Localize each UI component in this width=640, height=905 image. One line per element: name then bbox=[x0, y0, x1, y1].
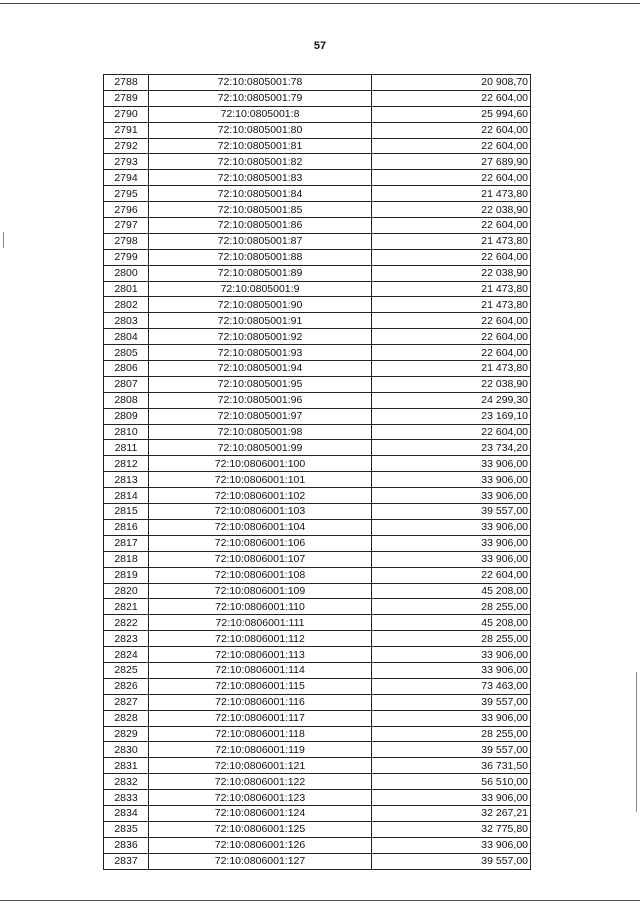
table-row bbox=[104, 90, 531, 106]
table-row bbox=[104, 647, 531, 663]
row-number-cell: 2827 bbox=[104, 694, 149, 710]
amount-cell: 33 906,00 bbox=[372, 790, 531, 806]
row-number-cell: 2792 bbox=[104, 138, 149, 154]
amount-cell: 22 604,00 bbox=[372, 218, 531, 234]
right-margin-mark bbox=[636, 672, 637, 812]
cadastral-code-cell: 72:10:0806001:109 bbox=[149, 583, 372, 599]
table-row bbox=[104, 519, 531, 535]
table-row bbox=[104, 424, 531, 440]
amount-cell: 45 208,00 bbox=[372, 615, 531, 631]
amount-cell: 28 255,00 bbox=[372, 599, 531, 615]
row-number-cell: 2805 bbox=[104, 345, 149, 361]
row-number-cell: 2795 bbox=[104, 186, 149, 202]
row-number-cell: 2788 bbox=[104, 75, 149, 91]
table-row bbox=[104, 504, 531, 520]
row-number-cell: 2801 bbox=[104, 281, 149, 297]
row-number-cell: 2816 bbox=[104, 519, 149, 535]
table-row bbox=[104, 408, 531, 424]
bottom-scan-edge bbox=[0, 900, 640, 901]
cadastral-code-cell: 72:10:0805001:84 bbox=[149, 186, 372, 202]
table-row bbox=[104, 472, 531, 488]
amount-cell: 33 906,00 bbox=[372, 551, 531, 567]
row-number-cell: 2820 bbox=[104, 583, 149, 599]
cadastral-code-cell: 72:10:0805001:99 bbox=[149, 440, 372, 456]
cadastral-code-cell: 72:10:0805001:91 bbox=[149, 313, 372, 329]
top-scan-edge bbox=[0, 3, 640, 4]
table-row bbox=[104, 678, 531, 694]
amount-cell: 33 906,00 bbox=[372, 535, 531, 551]
table-row bbox=[104, 313, 531, 329]
table-row bbox=[104, 567, 531, 583]
amount-cell: 32 267,21 bbox=[372, 805, 531, 821]
cadastral-code-cell: 72:10:0806001:106 bbox=[149, 535, 372, 551]
cadastral-code-cell: 72:10:0805001:97 bbox=[149, 408, 372, 424]
amount-cell: 22 604,00 bbox=[372, 567, 531, 583]
amount-cell: 22 604,00 bbox=[372, 138, 531, 154]
cadastral-code-cell: 72:10:0805001:8 bbox=[149, 106, 372, 122]
amount-cell: 33 906,00 bbox=[372, 837, 531, 853]
amount-cell: 28 255,00 bbox=[372, 631, 531, 647]
table-row bbox=[104, 488, 531, 504]
row-number-cell: 2821 bbox=[104, 599, 149, 615]
cadastral-code-cell: 72:10:0805001:93 bbox=[149, 345, 372, 361]
amount-cell: 33 906,00 bbox=[372, 488, 531, 504]
cadastral-code-cell: 72:10:0806001:108 bbox=[149, 567, 372, 583]
cadastral-code-cell: 72:10:0805001:92 bbox=[149, 329, 372, 345]
table-row bbox=[104, 233, 531, 249]
amount-cell: 23 734,20 bbox=[372, 440, 531, 456]
table-row bbox=[104, 631, 531, 647]
amount-cell: 21 473,80 bbox=[372, 186, 531, 202]
cadastral-code-cell: 72:10:0805001:81 bbox=[149, 138, 372, 154]
table-row bbox=[104, 170, 531, 186]
amount-cell: 33 906,00 bbox=[372, 662, 531, 678]
row-number-cell: 2798 bbox=[104, 233, 149, 249]
cadastral-code-cell: 72:10:0805001:90 bbox=[149, 297, 372, 313]
cadastral-code-cell: 72:10:0806001:104 bbox=[149, 519, 372, 535]
table-row bbox=[104, 218, 531, 234]
amount-cell: 32 775,80 bbox=[372, 821, 531, 837]
amount-cell: 21 473,80 bbox=[372, 297, 531, 313]
row-number-cell: 2808 bbox=[104, 392, 149, 408]
row-number-cell: 2800 bbox=[104, 265, 149, 281]
row-number-cell: 2791 bbox=[104, 122, 149, 138]
table-row bbox=[104, 106, 531, 122]
table-row bbox=[104, 726, 531, 742]
amount-cell: 21 473,80 bbox=[372, 361, 531, 377]
cadastral-code-cell: 72:10:0806001:114 bbox=[149, 662, 372, 678]
row-number-cell: 2789 bbox=[104, 90, 149, 106]
amount-cell: 22 604,00 bbox=[372, 170, 531, 186]
cadastral-code-cell: 72:10:0805001:94 bbox=[149, 361, 372, 377]
row-number-cell: 2818 bbox=[104, 551, 149, 567]
table-row bbox=[104, 583, 531, 599]
cadastral-code-cell: 72:10:0806001:125 bbox=[149, 821, 372, 837]
row-number-cell: 2825 bbox=[104, 662, 149, 678]
table-row bbox=[104, 615, 531, 631]
row-number-cell: 2797 bbox=[104, 218, 149, 234]
left-margin-mark bbox=[3, 232, 4, 248]
table-row bbox=[104, 551, 531, 567]
cadastral-code-cell: 72:10:0805001:88 bbox=[149, 249, 372, 265]
cadastral-code-cell: 72:10:0805001:9 bbox=[149, 281, 372, 297]
row-number-cell: 2822 bbox=[104, 615, 149, 631]
amount-cell: 36 731,50 bbox=[372, 758, 531, 774]
amount-cell: 22 604,00 bbox=[372, 122, 531, 138]
table-row bbox=[104, 694, 531, 710]
row-number-cell: 2826 bbox=[104, 678, 149, 694]
amount-cell: 39 557,00 bbox=[372, 694, 531, 710]
table-row bbox=[104, 805, 531, 821]
cadastral-code-cell: 72:10:0806001:126 bbox=[149, 837, 372, 853]
table-row bbox=[104, 329, 531, 345]
amount-cell: 22 038,90 bbox=[372, 265, 531, 281]
row-number-cell: 2796 bbox=[104, 202, 149, 218]
table-row bbox=[104, 774, 531, 790]
cadastral-code-cell: 72:10:0806001:110 bbox=[149, 599, 372, 615]
cadastral-code-cell: 72:10:0805001:95 bbox=[149, 376, 372, 392]
row-number-cell: 2829 bbox=[104, 726, 149, 742]
table-row bbox=[104, 297, 531, 313]
row-number-cell: 2802 bbox=[104, 297, 149, 313]
cadastral-code-cell: 72:10:0806001:124 bbox=[149, 805, 372, 821]
table-row bbox=[104, 599, 531, 615]
row-number-cell: 2790 bbox=[104, 106, 149, 122]
table-row bbox=[104, 345, 531, 361]
amount-cell: 33 906,00 bbox=[372, 472, 531, 488]
amount-cell: 22 604,00 bbox=[372, 90, 531, 106]
row-number-cell: 2833 bbox=[104, 790, 149, 806]
cadastral-code-cell: 72:10:0806001:102 bbox=[149, 488, 372, 504]
row-number-cell: 2823 bbox=[104, 631, 149, 647]
table-row bbox=[104, 837, 531, 853]
cadastral-code-cell: 72:10:0806001:111 bbox=[149, 615, 372, 631]
amount-cell: 28 255,00 bbox=[372, 726, 531, 742]
records-table-body bbox=[104, 75, 531, 870]
table-row bbox=[104, 154, 531, 170]
amount-cell: 39 557,00 bbox=[372, 504, 531, 520]
table-row bbox=[104, 535, 531, 551]
cadastral-code-cell: 72:10:0805001:78 bbox=[149, 75, 372, 91]
cadastral-code-cell: 72:10:0806001:101 bbox=[149, 472, 372, 488]
amount-cell: 27 689,90 bbox=[372, 154, 531, 170]
row-number-cell: 2809 bbox=[104, 408, 149, 424]
amount-cell: 56 510,00 bbox=[372, 774, 531, 790]
cadastral-code-cell: 72:10:0806001:117 bbox=[149, 710, 372, 726]
table-row bbox=[104, 249, 531, 265]
cadastral-code-cell: 72:10:0805001:82 bbox=[149, 154, 372, 170]
table-row bbox=[104, 821, 531, 837]
cadastral-code-cell: 72:10:0806001:115 bbox=[149, 678, 372, 694]
table-row bbox=[104, 186, 531, 202]
cadastral-code-cell: 72:10:0806001:121 bbox=[149, 758, 372, 774]
table-row bbox=[104, 440, 531, 456]
table-row bbox=[104, 392, 531, 408]
amount-cell: 73 463,00 bbox=[372, 678, 531, 694]
amount-cell: 22 604,00 bbox=[372, 424, 531, 440]
amount-cell: 45 208,00 bbox=[372, 583, 531, 599]
cadastral-code-cell: 72:10:0806001:119 bbox=[149, 742, 372, 758]
row-number-cell: 2835 bbox=[104, 821, 149, 837]
row-number-cell: 2832 bbox=[104, 774, 149, 790]
table-row bbox=[104, 758, 531, 774]
cadastral-code-cell: 72:10:0806001:100 bbox=[149, 456, 372, 472]
cadastral-code-cell: 72:10:0806001:112 bbox=[149, 631, 372, 647]
cadastral-code-cell: 72:10:0805001:80 bbox=[149, 122, 372, 138]
amount-cell: 22 604,00 bbox=[372, 249, 531, 265]
row-number-cell: 2817 bbox=[104, 535, 149, 551]
row-number-cell: 2793 bbox=[104, 154, 149, 170]
row-number-cell: 2812 bbox=[104, 456, 149, 472]
row-number-cell: 2803 bbox=[104, 313, 149, 329]
cadastral-code-cell: 72:10:0806001:107 bbox=[149, 551, 372, 567]
cadastral-code-cell: 72:10:0805001:83 bbox=[149, 170, 372, 186]
amount-cell: 22 604,00 bbox=[372, 345, 531, 361]
cadastral-code-cell: 72:10:0806001:127 bbox=[149, 853, 372, 869]
amount-cell: 22 604,00 bbox=[372, 313, 531, 329]
amount-cell: 22 038,90 bbox=[372, 202, 531, 218]
table-row bbox=[104, 138, 531, 154]
table-row bbox=[104, 265, 531, 281]
amount-cell: 33 906,00 bbox=[372, 710, 531, 726]
row-number-cell: 2794 bbox=[104, 170, 149, 186]
cadastral-code-cell: 72:10:0805001:86 bbox=[149, 218, 372, 234]
amount-cell: 39 557,00 bbox=[372, 742, 531, 758]
cadastral-code-cell: 72:10:0805001:87 bbox=[149, 233, 372, 249]
row-number-cell: 2830 bbox=[104, 742, 149, 758]
table-row bbox=[104, 281, 531, 297]
cadastral-code-cell: 72:10:0806001:103 bbox=[149, 504, 372, 520]
row-number-cell: 2836 bbox=[104, 837, 149, 853]
table-row bbox=[104, 662, 531, 678]
cadastral-code-cell: 72:10:0806001:118 bbox=[149, 726, 372, 742]
row-number-cell: 2824 bbox=[104, 647, 149, 663]
amount-cell: 39 557,00 bbox=[372, 853, 531, 869]
amount-cell: 21 473,80 bbox=[372, 281, 531, 297]
amount-cell: 22 604,00 bbox=[372, 329, 531, 345]
amount-cell: 33 906,00 bbox=[372, 647, 531, 663]
amount-cell: 22 038,90 bbox=[372, 376, 531, 392]
amount-cell: 33 906,00 bbox=[372, 519, 531, 535]
table-row bbox=[104, 122, 531, 138]
amount-cell: 24 299,30 bbox=[372, 392, 531, 408]
table-row bbox=[104, 75, 531, 91]
table-row bbox=[104, 376, 531, 392]
table-row bbox=[104, 742, 531, 758]
cadastral-code-cell: 72:10:0806001:123 bbox=[149, 790, 372, 806]
records-table bbox=[103, 74, 531, 870]
row-number-cell: 2807 bbox=[104, 376, 149, 392]
table-row bbox=[104, 456, 531, 472]
table-row bbox=[104, 853, 531, 869]
row-number-cell: 2814 bbox=[104, 488, 149, 504]
row-number-cell: 2837 bbox=[104, 853, 149, 869]
table-row bbox=[104, 710, 531, 726]
amount-cell: 33 906,00 bbox=[372, 456, 531, 472]
table-row bbox=[104, 202, 531, 218]
cadastral-code-cell: 72:10:0805001:96 bbox=[149, 392, 372, 408]
row-number-cell: 2819 bbox=[104, 567, 149, 583]
row-number-cell: 2799 bbox=[104, 249, 149, 265]
cadastral-code-cell: 72:10:0806001:116 bbox=[149, 694, 372, 710]
row-number-cell: 2828 bbox=[104, 710, 149, 726]
row-number-cell: 2815 bbox=[104, 504, 149, 520]
cadastral-code-cell: 72:10:0805001:85 bbox=[149, 202, 372, 218]
page-number: 57 bbox=[313, 40, 327, 52]
row-number-cell: 2831 bbox=[104, 758, 149, 774]
row-number-cell: 2811 bbox=[104, 440, 149, 456]
cadastral-code-cell: 72:10:0805001:98 bbox=[149, 424, 372, 440]
table-row bbox=[104, 361, 531, 377]
amount-cell: 21 473,80 bbox=[372, 233, 531, 249]
amount-cell: 20 908,70 bbox=[372, 75, 531, 91]
amount-cell: 23 169,10 bbox=[372, 408, 531, 424]
row-number-cell: 2834 bbox=[104, 805, 149, 821]
row-number-cell: 2813 bbox=[104, 472, 149, 488]
row-number-cell: 2804 bbox=[104, 329, 149, 345]
table-row bbox=[104, 790, 531, 806]
cadastral-code-cell: 72:10:0805001:79 bbox=[149, 90, 372, 106]
row-number-cell: 2806 bbox=[104, 361, 149, 377]
cadastral-code-cell: 72:10:0806001:122 bbox=[149, 774, 372, 790]
cadastral-code-cell: 72:10:0806001:113 bbox=[149, 647, 372, 663]
row-number-cell: 2810 bbox=[104, 424, 149, 440]
amount-cell: 25 994,60 bbox=[372, 106, 531, 122]
cadastral-code-cell: 72:10:0805001:89 bbox=[149, 265, 372, 281]
